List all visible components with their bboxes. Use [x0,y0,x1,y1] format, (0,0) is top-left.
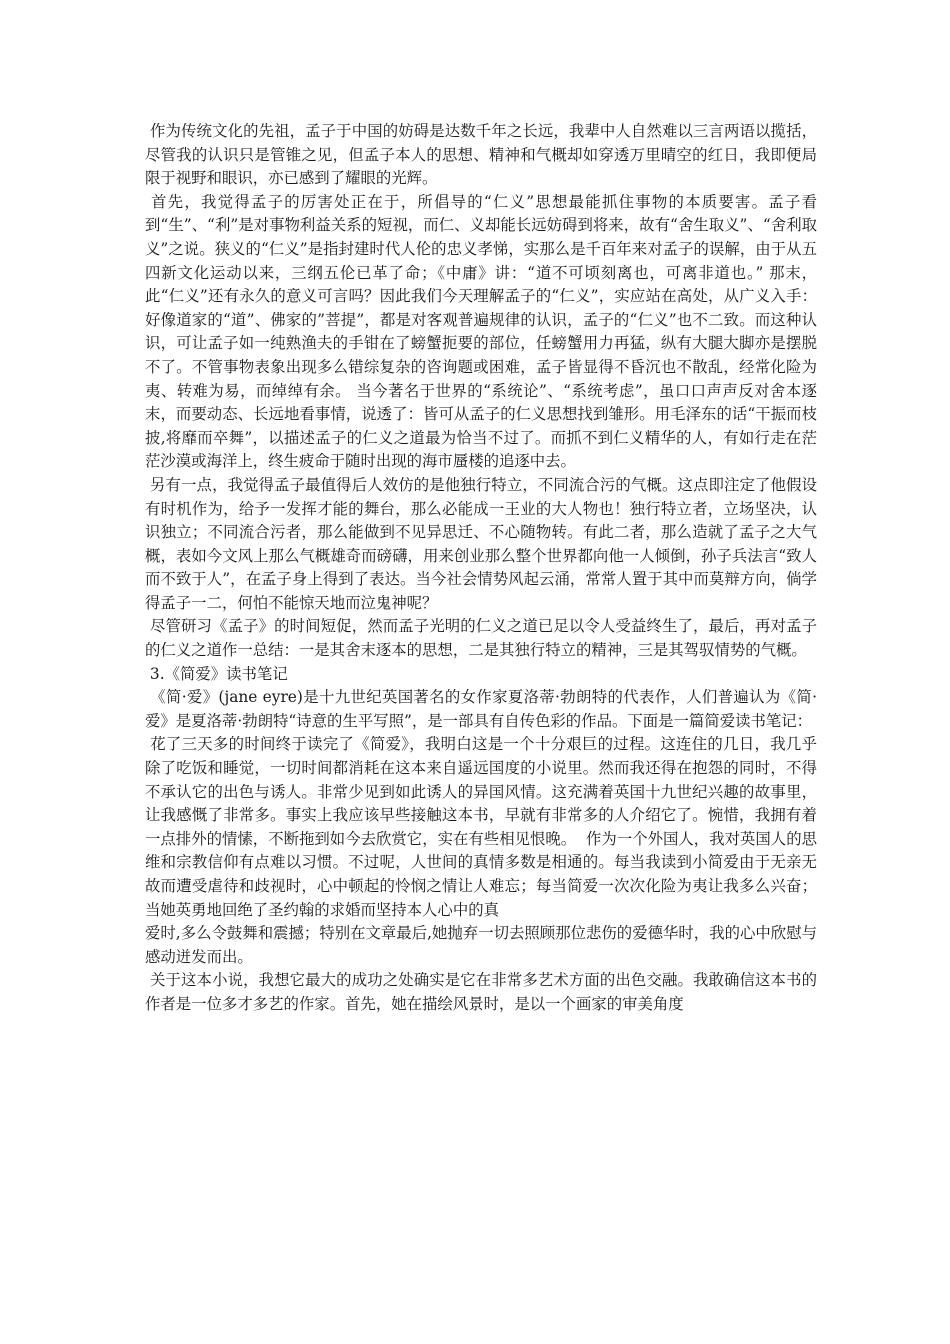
document-body [145,120,817,1017]
paragraph-jane-eyre-continuation: 爱时,多么令鼓舞和震撼；特别在文章最后,她抛弃一切去照顾那位悲伤的爱德华时，我的心中欣慰与感动迸发而出。 [145,924,817,966]
paragraph-jane-eyre-reading: 花了三天多的时间终于读完了《简爱》，我明白这是一个十分艰巨的过程。这连住的几日，我几乎除了吃饭和睡觉，一切时间都消耗在这本来自遥远国度的小说里。然而我还得在抱怨的同时，不得不承认它的出色与诱人。非常少见到如此诱人的异国风情。这充满着英国十九世纪兴趣的故事里，让我感慨了非常多。事实上我应该早些接触这本书，早就有非常多的人介绍它了。惋惜，我拥有着一点排外的情愫，不断拖到如今去欣赏它，实在有些相见恨晚。 作为一个外国人，我对英国人的思维和宗教信仰有点难以习惯。不过呢，人世间的真情多数是相通的。每当我读到小简爱由于无亲无故而遭受虐待和歧视时，心中顿起的怜悯之情让人难忘；每当简爱一次次化险为夷让我多么兴奋；当她英勇地回绝了圣约翰的求婚而坚持本人心中的真 [145,735,817,919]
paragraph-mencius-intro: 作为传统文化的先祖，孟子于中国的妨碍是达数千年之长远，我辈中人自然难以三言两语以揽括，尽管我的认识只是管锥之见，但孟子本人的思想、精神和气概却如穿透万里晴空的红日，我即便局限于视野和眼识，亦已感到了耀眼的光辉。 [145,122,817,188]
paragraph-mencius-independence: 另有一点，我觉得孟子最值得后人效仿的是他独行特立，不同流合污的气概。这点即注定了他假设有时机作为，给予一发挥才能的舞台，那么必能成一王业的大人物也！独行特立者，立场坚决，认识独立；不同流合污者，那么能做到不见异思迁、不心随物转。有此二者，那么造就了孟子之大气概，表如今文风上那么气概雄奇而磅礴，用来创业那么整个世界都向他一人倾倒，孙子兵法言“致人而不致于人”，在孟子身上得到了表达。当今社会情势风起云涌，常常人置于其中而莫辩方向，倘学得孟子一二，何怕不能惊天地而泣鬼神呢？ [145,475,817,612]
paragraph-jane-eyre-art: 关于这本小说，我想它最大的成功之处确实是它在非常多艺术方面的出色交融。我敢确信这本书的作者是一位多才多艺的作家。首先，她在描绘风景时，是以一个画家的审美角度 [145,971,817,1013]
section-heading-jane-eyre: 3.《简爱》读书笔记 [145,664,288,683]
paragraph-mencius-summary: 尽管研习《孟子》的时间短促，然而孟子光明的仁义之道已足以令人受益终生了，最后，再对孟子的仁义之道作一总结：一是其舍末逐本的思想，二是其独行特立的精神，三是其驾驭情势的气概。 [145,617,817,660]
paragraph-jane-eyre-intro: 《简·爱》(jane eyre)是十九世纪英国著名的女作家夏洛蒂·勃朗特的代表作，人们普遍认为《简·爱》是夏洛蒂·勃朗特“诗意的生平写照”，是一部具有自传色彩的作品。下面是一篇简爱读书笔记： [145,688,817,730]
paragraph-mencius-benevolence: 首先，我觉得孟子的厉害处正在于，所倡导的“仁义”思想最能抓住事物的本质要害。孟子看到“生”、“利”是对事物利益关系的短视，而仁、义却能长远妨碍到将来，故有“舍生取义”、“舍利取义”之说。狭义的“仁义”是指封建时代人伦的忠义孝悌，实那么是千百年来对孟子的误解，由于从五四新文化运动以来，三纲五伦已革了命；《中庸》讲：“道不可顷刻离也，可离非道也。” 那末，此“仁义”还有永久的意义可言吗？因此我们今天理解孟子的“仁义”，实应站在高处，从广义入手：好像道家的“道”、佛家的”菩提”，都是对客观普遍规律的认识，孟子的“仁义”也不二致。而这种认识，可让孟子如一纯熟渔夫的手钳在了螃蟹扼要的部位，任螃蟹用力再猛，纵有大腿大脚亦是摆脱不了。不管事物表象出现多么错综复杂的咨询题或困难，孟子皆显得不昏沉也不散乱，经常化险为夷、转难为易，而绰绰有余。 当今著名于世界的“系统论”、“系统考虑”，虽口口声声反对舍本逐末，而要动态、长远地看事情，说透了：皆可从孟子的仁义思想找到雏形。用毛泽东的话“干振而枝披,将靡而卒舞”，以描述孟子的仁义之道最为恰当不过了。而抓不到仁义精华的人，有如行走在茫茫沙漠或海洋上，终生疲命于随时出现的海市蜃楼的追逐中去。 [145,192,817,471]
